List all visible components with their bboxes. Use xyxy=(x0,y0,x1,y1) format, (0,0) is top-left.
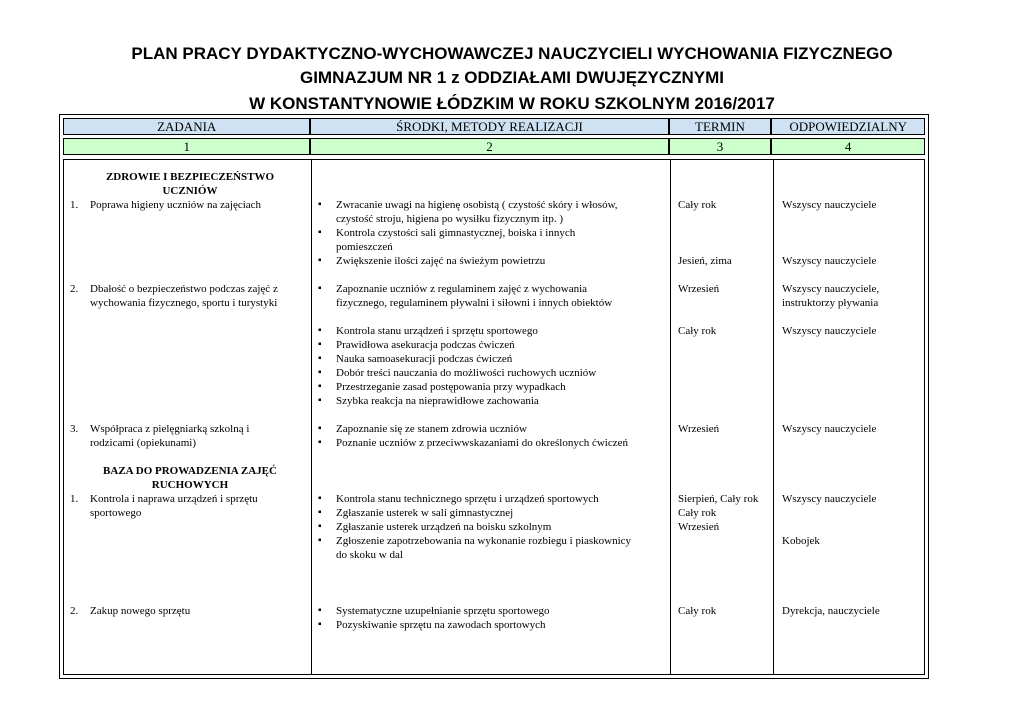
responsible-cell: Kobojek xyxy=(782,535,820,547)
responsible-cell: Wszyscy nauczyciele, xyxy=(782,283,880,295)
header-zadania: ZADANIA xyxy=(63,118,310,135)
task-text: rodzicami (opiekunami) xyxy=(90,437,196,449)
table-header-row xyxy=(63,118,925,135)
responsible-cell: Wszyscy nauczyciele xyxy=(782,255,877,267)
method-item: ▪ Zgłaszanie usterek w sali gimnastycznej xyxy=(336,506,513,520)
task-text: Kontrola i naprawa urządzeń i sprzętu xyxy=(90,493,258,505)
method-item: ▪ Poznanie uczniów z przeciwwskazaniami do określonych ćwiczeń xyxy=(336,436,628,450)
task-text: wychowania fizycznego, sportu i turystyki xyxy=(90,297,278,309)
header-odpowiedzialny: ODPOWIEDZIALNY xyxy=(771,118,925,135)
method-item: ▪ Zgłoszenie zapotrzebowania na wykonanie rozbiegu i piaskownicy xyxy=(336,534,631,548)
column-number-1: 1 xyxy=(63,138,310,155)
column-divider xyxy=(311,159,312,675)
task-number: 3. xyxy=(70,423,79,435)
method-item: ▪ Zgłaszanie usterek urządzeń na boisku szkolnym xyxy=(336,520,551,534)
task-number: 1. xyxy=(70,199,79,211)
method-item: ▪ Zapoznanie się ze stanem zdrowia uczniów xyxy=(336,422,527,436)
method-item-continued: pomieszczeń xyxy=(336,241,393,253)
section-heading-health xyxy=(66,170,314,198)
header-termin: TERMIN xyxy=(669,118,772,135)
task-number: 1. xyxy=(70,493,79,505)
method-item: ▪ Kontrola stanu technicznego sprzętu i urządzeń sportowych xyxy=(336,492,599,506)
method-item: ▪ Pozyskiwanie sprzętu na zawodach sportowych xyxy=(336,618,546,632)
term-cell: Sierpień, Cały rok xyxy=(678,493,759,505)
column-number-3: 3 xyxy=(669,138,772,155)
column-divider xyxy=(773,159,774,675)
term-cell: Cały rok xyxy=(678,507,717,519)
method-item: ▪ Systematyczne uzupełnianie sprzętu sportowego xyxy=(336,604,550,618)
responsible-cell: Wszyscy nauczyciele xyxy=(782,423,877,435)
task-text: Zakup nowego sprzętu xyxy=(90,605,191,617)
page-title-line-2: GIMNAZJUM NR 1 z ODDZIAŁAMI DWUJĘZYCZNYMI xyxy=(299,68,725,87)
method-item: ▪ Kontrola czystości sali gimnastycznej, boiska i innych xyxy=(336,226,575,240)
section-heading-line: UCZNIÓW xyxy=(162,185,218,197)
header-srodki: ŚRODKI, METODY REALIZACJI xyxy=(310,118,668,135)
term-cell: Jesień, zima xyxy=(678,255,732,267)
method-item: ▪ Nauka samoasekuracji podczas ćwiczeń xyxy=(336,352,512,366)
method-item: ▪ Zapoznanie uczniów z regulaminem zajęć z wychowania xyxy=(336,282,587,296)
method-item: ▪ Dobór treści nauczania do możliwości ruchowych uczniów xyxy=(336,366,596,380)
column-number-2: 2 xyxy=(310,138,668,155)
term-cell: Wrzesień xyxy=(678,283,720,295)
task-number: 2. xyxy=(70,605,79,617)
task-text: sportowego xyxy=(90,507,142,519)
term-cell: Cały rok xyxy=(678,199,717,211)
method-item: ▪ Zwracanie uwagi na higienę osobistą ( czystość skóry i włosów, xyxy=(336,198,618,212)
method-item: ▪ Kontrola stanu urządzeń i sprzętu sportowego xyxy=(336,324,538,338)
page-title-line-1: PLAN PRACY DYDAKTYCZNO-WYCHOWAWCZEJ NAUCZYCIELI WYCHOWANIA FIZYCZNEGO xyxy=(131,44,893,63)
responsible-cell: instruktorzy pływania xyxy=(782,297,879,309)
method-item-continued: do skoku w dal xyxy=(336,549,403,561)
term-cell: Wrzesień xyxy=(678,423,720,435)
term-cell: Cały rok xyxy=(678,605,717,617)
section-heading-line: BAZA DO PROWADZENIA ZAJĘĆ xyxy=(103,465,277,477)
column-divider xyxy=(670,159,671,675)
method-item-continued: czystość stroju, higiena po wysiłku fizycznym itp. ) xyxy=(336,213,563,225)
page-title-line-3: W KONSTANTYNOWIE ŁÓDZKIM W ROKU SZKOLNYM 2016/2017 xyxy=(249,94,775,113)
method-item: ▪ Zwiększenie ilości zajęć na świeżym powietrzu xyxy=(336,254,545,268)
method-item-continued: fizycznego, regulaminem pływalni i siłowni i innych obiektów xyxy=(336,297,613,309)
responsible-cell: Dyrekcja, nauczyciele xyxy=(782,605,880,617)
section-heading-line: ZDROWIE I BEZPIECZEŃSTWO xyxy=(105,171,275,183)
task-text: Dbałość o bezpieczeństwo podczas zajęć z xyxy=(90,283,278,295)
task-text: Współpraca z pielęgniarką szkolną i xyxy=(90,423,250,435)
responsible-cell: Wszyscy nauczyciele xyxy=(782,493,877,505)
term-cell: Wrzesień xyxy=(678,521,720,533)
responsible-cell: Wszyscy nauczyciele xyxy=(782,199,877,211)
task-text: Poprawa higieny uczniów na zajęciach xyxy=(90,199,262,211)
method-item: ▪ Szybka reakcja na nieprawidłowe zachowania xyxy=(336,394,539,408)
method-item: ▪ Prawidłowa asekuracja podczas ćwiczeń xyxy=(336,338,515,352)
responsible-cell: Wszyscy nauczyciele xyxy=(782,325,877,337)
section-heading-facilities xyxy=(66,464,314,492)
term-cell: Cały rok xyxy=(678,325,717,337)
section-heading-line: RUCHOWYCH xyxy=(151,479,229,491)
column-number-4: 4 xyxy=(771,138,925,155)
task-number: 2. xyxy=(70,283,79,295)
table-number-row xyxy=(63,138,925,155)
method-item: ▪ Przestrzeganie zasad postępowania przy wypadkach xyxy=(336,380,566,394)
